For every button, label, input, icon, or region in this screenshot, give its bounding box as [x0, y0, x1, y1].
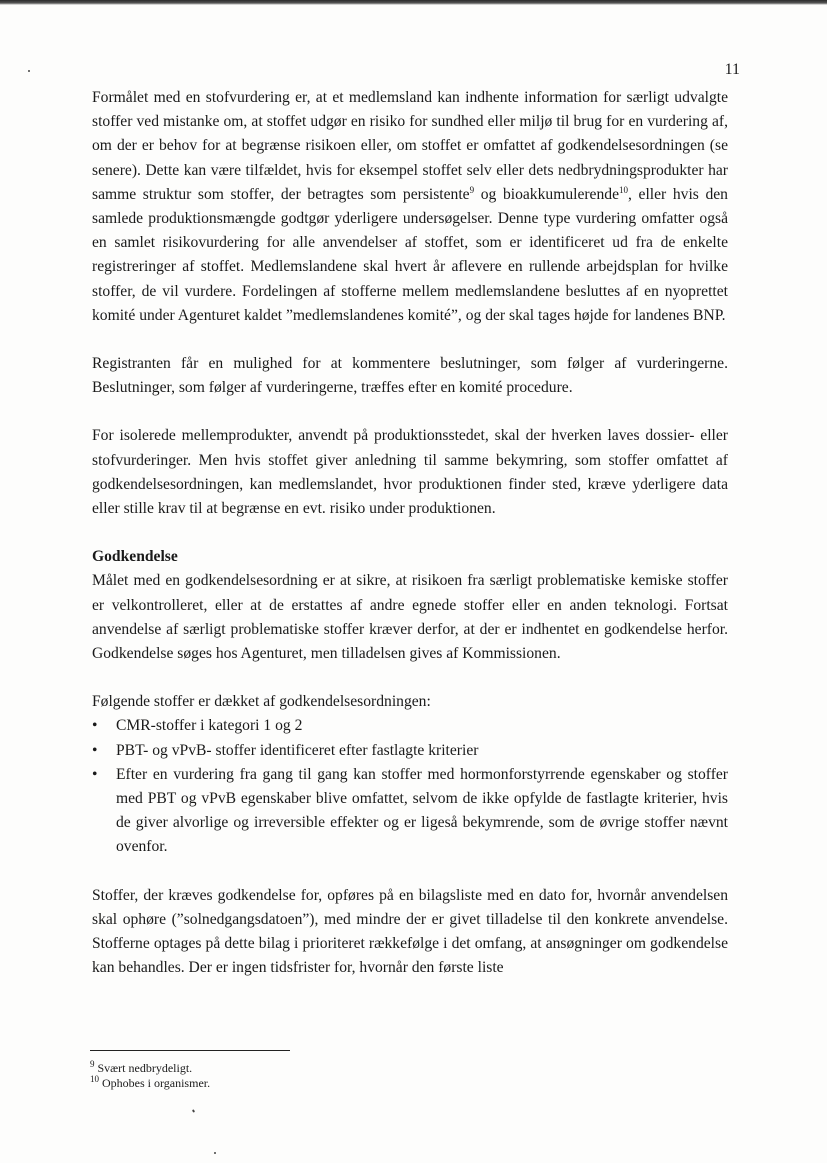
section-heading-godkendelse: Godkendelse: [92, 548, 178, 566]
footnote-mark: 10: [90, 1074, 99, 1084]
footnote-text: Svært nedbrydeligt.: [94, 1061, 193, 1075]
footnote-10: [90, 1076, 590, 1091]
scan-top-edge: [0, 0, 827, 5]
scan-speck: [214, 1152, 216, 1154]
footnote-ref-10: 10: [619, 184, 628, 195]
paragraph-registrant: Registranten får en mulighed for at kommentere beslutninger, som følger af vurderingerne. Beslutninger, som følger af vurderingerne, træffes efter en komité procedure.: [92, 355, 728, 397]
scan-speck: [28, 70, 30, 72]
list-item: • Efter en vurdering fra gang til gang kan stoffer med hormonforstyrrende egenskaber og stoffer med PBT og vPvB egenskaber blive omfattet, selvom de ikke opfylde de fastlagte kriterier, hvis de giver alvorlige og irreversible effekter og er ligeså bekymrende, som de øvrige stoffer nævnt ovenfor.: [92, 763, 728, 860]
footnote-9: [90, 1061, 590, 1076]
paragraph-stofvurdering: [92, 86, 728, 328]
paragraph-godkendelse: Målet med en godkendelsesordning er at sikre, at risikoen fra særligt problematiske kemiske stoffer er velkontrolleret, eller at de erstattes af andre egnede stoffer eller en anden teknologi. Fortsat anvendelse af særligt problematiske stoffer kræver derfor, at der er indhentet en godkendelse herfor. Godkendelse søges hos Agenturet, men tilladelsen gives af Kommissionen.: [92, 572, 728, 663]
paragraph-mellemprodukter: For isolerede mellemprodukter, anvendt på produktionsstedet, skal der hverken laves dossier- eller stofvurderinger. Men hvis stoffet giver anledning til samme bekymring, som stoffer omfattet af godkendelsesordningen, kan medlemslandet, hvor produktionen finder sted, kræve yderligere data eller stille krav til at begrænse en evt. risiko under produktionen.: [92, 427, 728, 518]
paragraph-bilagsliste: Stoffer, der kræves godkendelse for, opføres på en bilagsliste med en dato for, hvornår anvendelsen skal ophøre (”solnedgangsdatoen”), med mindre der er givet tilladelse til den konkrete anvendelse. Stofferne optages på dette bilag i prioriteret rækkefølge i det omfang, at ansøgninger om godkendelse kan behandles. Der er ingen tidsfrister for, hvornår den første liste: [92, 886, 728, 977]
list-item: • CMR-stoffer i kategori 1 og 2: [92, 714, 728, 738]
footnote-separator: [90, 1050, 290, 1051]
list-item: • PBT- og vPvB- stoffer identificeret efter fastlagte kriterier: [92, 739, 728, 763]
page-number: 11: [724, 61, 740, 78]
footnote-mark: 9: [90, 1059, 95, 1069]
paragraph-text: Formålet med en stofvurdering er, at et medlemsland kan indhente information for særligt udvalgte stoffer ved mistanke om, at stoffet udgør en risiko for sundhed eller miljø til brug for en vurdering af, om der er behov for at begrænse risikoen eller, om stoffet er omfattet af godkendelsesordningen (se senere). Dette kan være tilfældet, hvis for eksempel stoffet selv eller dets nedbrydningsprodukter har samme struktur som stoffer, der betragtes som persistente: [92, 89, 728, 203]
footnote-text: Ophobes i organismer.: [99, 1076, 211, 1090]
footnotes: [90, 1061, 590, 1091]
scan-speck: [192, 1109, 195, 1113]
document-body: [92, 86, 728, 1005]
paragraph-text: , eller hvis den samlede produktionsmængde godtgør yderligere undersøgelser. Denne type vurdering omfatter også en samlet risikovurdering for alle anvendelser af stoffet, som er identificeret ud fra de enkelte registreringer af stoffet. Medlemslandene skal hvert år aflevere en rullende arbejdsplan for hvilke stoffer, de vil vurdere. Fordelingen af stofferne mellem medlemslandene besluttes af en nyoprettet komité under Agenturet kaldet ”medlemslandenes komité”, og der skal tages højde for landenes BNP.: [92, 185, 728, 324]
substance-list: [92, 714, 728, 859]
list-intro: Følgende stoffer er dækket af godkendelsesordningen:: [92, 693, 431, 711]
footnote-ref-9: 9: [469, 184, 475, 195]
paragraph-text: og bioakkumulerende: [474, 185, 619, 203]
